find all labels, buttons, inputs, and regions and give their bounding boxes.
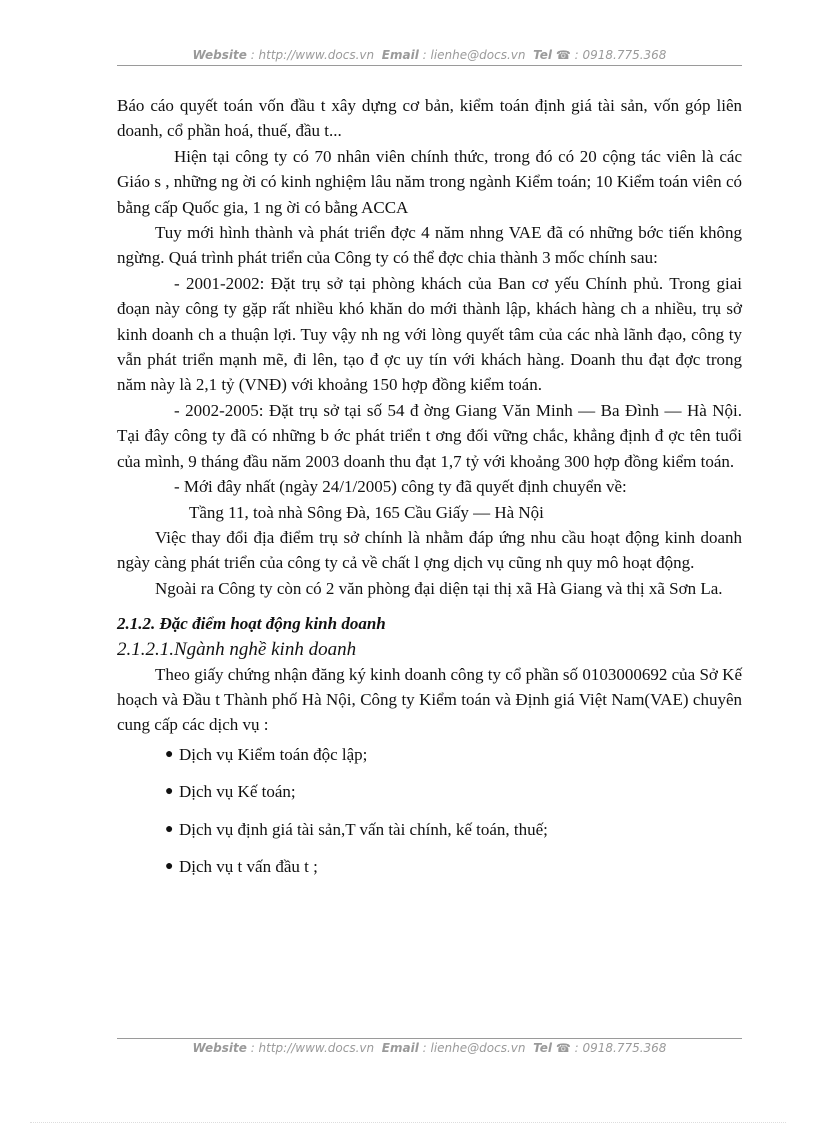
header-email-label: Email (381, 48, 419, 62)
header-website-label: Website (192, 48, 247, 62)
list-item (117, 742, 742, 767)
bullet-icon: ● (165, 784, 174, 800)
paragraph: Tuy mới hình thành và phát triển đợc 4 năm nhng VAE đã có những bớc tiến không ngừng. Quá trình phát triển của Công ty có thể đợc chia thành 3 mốc chính sau: (117, 223, 742, 268)
list-item-text: Dịch vụ t vấn đầu t ; (179, 856, 318, 876)
header-email: : lienhe@docs.vn (422, 48, 526, 62)
footer-tel-label: Tel (533, 1041, 553, 1055)
paragraph: - 2001-2002: Đặt trụ sở tại phòng khách của Ban cơ yếu Chính phủ. Trong giai đoạn này công ty gặp rất nhiều khó khăn do mới thành lập, khách hàng ch a nhiều, trụ sở kinh doanh ch a thuận lợi. Tuy vậy nh ng với lòng quyết tâm của các nhà lãnh đạo, công ty vẫn phát triển mạnh mẽ, đi lên, tạo đ ợc uy tín với khách hàng. Doanh thu đạt đợc trong năm này là 2,1 tỷ (VNĐ) với khoảng 150 hợp đồng kiểm toán. (117, 273, 742, 395)
list-item (117, 817, 742, 842)
footer-email-label: Email (381, 1041, 419, 1055)
paragraph: Hiện tại công ty có 70 nhân viên chính thức, trong đó có 20 cộng tác viên là các Giáo s , những ng ời có kinh nghiệm lâu năm trong ngành Kiểm toán; 10 Kiểm toán viên có bằng cấp Quốc gia, 1 ng ời có bằng ACCA (117, 146, 742, 217)
header-tel: ☎ : 0918.775.368 (555, 48, 667, 62)
paragraph: - Mới đây nhất (ngày 24/1/2005) công ty đã quyết định chuyển về: (174, 477, 627, 497)
list-item-text: Dịch vụ định giá tài sản,T vấn tài chính, kế toán, thuế; (179, 819, 548, 839)
bullet-icon: ● (165, 821, 174, 837)
footer-website: : http://www.docs.vn (250, 1041, 375, 1055)
paragraph: - 2002-2005: Đặt trụ sở tại số 54 đ ờng Giang Văn Minh — Ba Đình — Hà Nội. Tại đây công ty đã có những b ớc phát triển t ơng đối vững chắc, khẳng định đ ợc tên tuổi của mình, 9 tháng đầu năm 2003 doanh thu đạt 1,7 tỷ với khoảng 300 hợp đồng kiểm toán. (117, 400, 742, 471)
bullet-icon: ● (165, 858, 174, 874)
paragraph: Việc thay đổi địa điểm trụ sở chính là nhằm đáp ứng nhu cầu hoạt động kinh doanh ngày càng phát triển của công ty cả về chất l ợng dịch vụ cũng nh quy mô hoạt động. (117, 527, 742, 573)
paragraph: Báo cáo quyết toán vốn đầu t xây dựng cơ bản, kiểm toán định giá tài sản, vốn góp liên doanh, cổ phần hoá, thuế, đầu t... (117, 96, 742, 141)
header-website: : http://www.docs.vn (250, 48, 375, 62)
list-item (117, 854, 742, 879)
list-item-text: Dịch vụ Kiểm toán độc lập; (179, 744, 368, 764)
footer-tel: ☎ : 0918.775.368 (555, 1041, 667, 1055)
subsection-heading: 2.1.2.1.Ngành nghề kinh doanh (117, 638, 357, 660)
list-item (117, 779, 742, 804)
paragraph: Theo giấy chứng nhận đăng ký kinh doanh công ty cổ phần số 0103000692 của Sở Kế hoạch và Đầu t Thành phố Hà Nội, Công ty Kiểm toán và Định giá Việt Nam(VAE) chuyên cung cấp các dịch vụ : (117, 664, 742, 735)
bullet-icon: ● (165, 746, 174, 762)
page-footer (117, 1038, 742, 1055)
header-tel-label: Tel (533, 48, 553, 62)
footer-website-label: Website (192, 1041, 247, 1055)
page-header (117, 48, 742, 66)
paragraph: Ngoài ra Công ty còn có 2 văn phòng đại diện tại thị xã Hà Giang và thị xã Sơn La. (155, 578, 723, 598)
service-list (117, 742, 742, 880)
address-line: Tầng 11, toà nhà Sông Đà, 165 Cầu Giấy — Hà Nội (189, 502, 544, 522)
footer-email: : lienhe@docs.vn (422, 1041, 526, 1055)
list-item-text: Dịch vụ Kế toán; (179, 782, 296, 802)
section-heading: 2.1.2. Đặc điểm hoạt động kinh doanh (117, 614, 386, 634)
document-body (117, 93, 742, 891)
